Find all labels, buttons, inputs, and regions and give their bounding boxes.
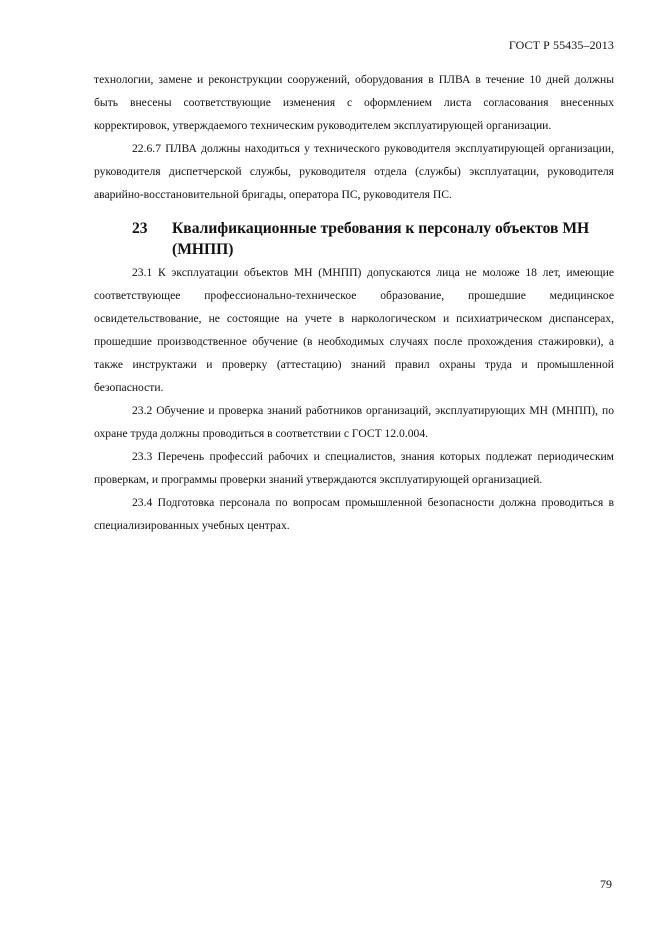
paragraph-22-6-7: 22.6.7 ПЛВА должны находиться у технического руководителя эксплуатирующей организации, руководителя диспетчерской службы, руководителя отдела (службы) эксплуатации, руководителя аварийно-восстановительной бригады, оператора ПС, руководителя ПС. [94, 142, 614, 201]
paragraph-23-3: 23.3 Перечень профессий рабочих и специалистов, знания которых подлежат периодическим проверкам, и программы проверки знаний утверждаются эксплуатирующей организацией. [94, 450, 614, 486]
section-heading [132, 218, 614, 260]
paragraph-23-1: 23.1 К эксплуатации объектов МН (МНПП) допускаются лица не моложе 18 лет, имеющие соответствующее профессионально-техническое образование, прошедшие медицинское освидетельствование, не состоящие на учете в наркологическом и психиатрическом диспансерах, прошедшие производственное обучение (в необходимых случаях после прохождения стажировки), а также инструктажи и проверку (аттестацию) знаний правил охраны труда и промышленной безопасности. [94, 266, 614, 394]
document-code: ГОСТ Р 55435–2013 [508, 38, 614, 52]
page-number: 79 [600, 877, 612, 891]
paragraph-23-4: 23.4 Подготовка персонала по вопросам промышленной безопасности должна проводиться в специализированных учебных центрах. [94, 496, 614, 532]
page-body [94, 68, 614, 537]
section-title: Квалификационные требования к персоналу объектов МН (МНПП) [172, 220, 590, 258]
paragraph-continuation: технологии, замене и реконструкции сооружений, оборудования в ПЛВА в течение 10 дней должны быть внесены соответствующие изменения с оформлением листа согласования внесенных корректировок, утверждаемого техническим руководителем эксплуатирующей организации. [94, 73, 614, 132]
section-number: 23 [132, 220, 148, 237]
paragraph-23-2: 23.2 Обучение и проверка знаний работников организаций, эксплуатирующих МН (МНПП), по охране труда должны проводиться в соответствии с ГОСТ 12.0.004. [94, 404, 614, 440]
